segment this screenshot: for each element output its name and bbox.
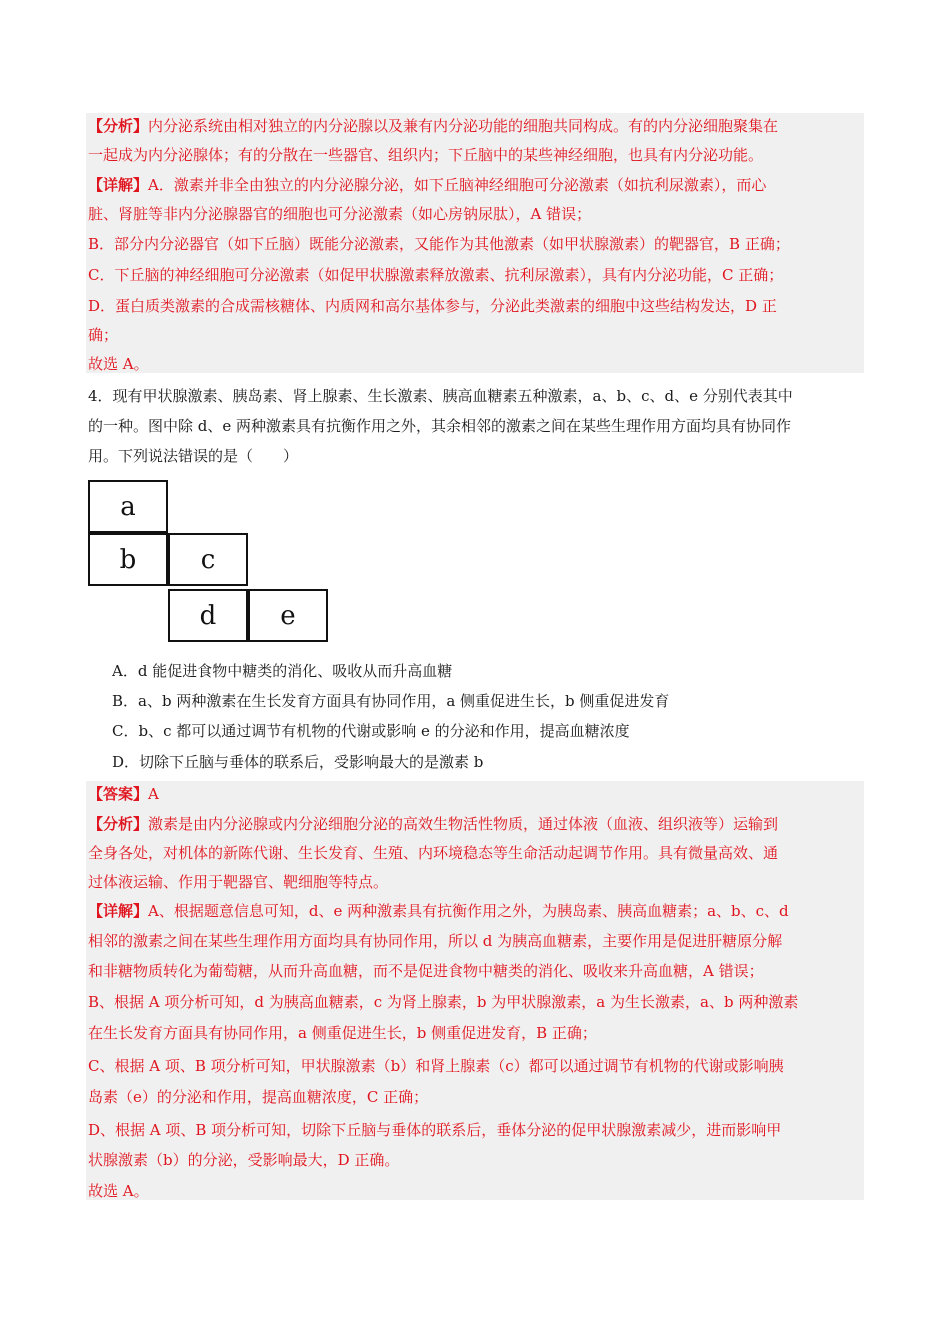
detail-line: 确； (88, 326, 119, 344)
analysis-line: 一起成为内分泌腺体；有的分散在一些器官、组织内；下丘脑中的某些神经细胞，也具有内分泌功能。 (88, 146, 764, 164)
conclusion-line: 故选 A。 (88, 1182, 149, 1200)
detail-line: C、根据 A 项、B 项分析可知，甲状腺激素（b）和肾上腺素（c）都可以通过调节有机物的代谢或影响胰 (88, 1057, 784, 1075)
cell-e: e (248, 589, 328, 642)
detail-line: 【详解】A．激素并非全由独立的内分泌腺分泌，如下丘脑神经细胞可分泌激素（如抗利尿激素），而心 (88, 176, 767, 194)
question-text: 用。下列说法错误的是（ ） (88, 447, 299, 465)
detail-line: C．下丘脑的神经细胞可分泌激素（如促甲状腺激素释放激素、抗利尿激素），具有内分泌功能，C 正确； (88, 266, 784, 284)
analysis-line: 过体液运输、作用于靶器官、靶细胞等特点。 (88, 873, 389, 891)
option-c: C．b、c 都可以通过调节有机物的代谢或影响 e 的分泌和作用，提高血糖浓度 (112, 722, 630, 740)
detail-line: 【详解】A、根据题意信息可知，d、e 两种激素具有抗衡作用之外，为胰岛素、胰高血糖素；a、b、c、d (88, 902, 789, 920)
analysis-line: 【分析】内分泌系统由相对独立的内分泌腺以及兼有内分泌功能的细胞共同构成。有的内分泌细胞聚集在 (88, 117, 779, 135)
detail-line: D、根据 A 项、B 项分析可知，切除下丘脑与垂体的联系后，垂体分泌的促甲状腺激素减少，进而影响甲 (88, 1121, 782, 1139)
option-a: A．d 能促进食物中糖类的消化、吸收从而升高血糖 (112, 662, 453, 680)
detail-line: 和非糖物质转化为葡萄糖，从而升高血糖，而不是促进食物中糖类的消化、吸收来升高血糖，A 错误； (88, 962, 764, 980)
analysis-line: 【分析】激素是由内分泌腺或内分泌细胞分泌的高效生物活性物质，通过体液（血液、组织液等）运输到 (88, 815, 779, 833)
cell-a: a (88, 480, 168, 533)
detail-line: 状腺激素（b）的分泌，受影响最大，D 正确。 (88, 1151, 400, 1169)
cell-b: b (88, 533, 168, 586)
question-text: 4．现有甲状腺激素、胰岛素、肾上腺素、生长激素、胰高血糖素五种激素，a、b、c、d、e 分别代表其中 (88, 387, 793, 405)
option-b: B．a、b 两种激素在生长发育方面具有协同作用，a 侧重促进生长，b 侧重促进发育 (112, 692, 670, 710)
detail-line: B、根据 A 项分析可知，d 为胰高血糖素，c 为肾上腺素，b 为甲状腺激素，a 为生长激素，a、b 两种激素 (88, 993, 799, 1011)
question-text: 的一种。图中除 d、e 两种激素具有抗衡作用之外，其余相邻的激素之间在某些生理作用方面均具有协同作 (88, 417, 792, 435)
detail-line: B．部分内分泌器官（如下丘脑）既能分泌激素，又能作为其他激素（如甲状腺激素）的靶器官，B 正确； (88, 235, 790, 253)
answer-line: 【答案】A (88, 785, 159, 803)
cell-c: c (168, 533, 248, 586)
detail-line: 岛素（e）的分泌和作用，提高血糖浓度，C 正确； (88, 1088, 429, 1106)
detail-line: D．蛋白质类激素的合成需核糖体、内质网和高尔基体参与，分泌此类激素的细胞中这些结构发达，D 正 (88, 297, 777, 315)
detail-line: 脏、肾脏等非内分泌腺器官的细胞也可分泌激素（如心房钠尿肽），A 错误； (88, 205, 592, 223)
conclusion-line: 故选 A。 (88, 355, 149, 373)
detail-line: 相邻的激素之间在某些生理作用方面均具有协同作用，所以 d 为胰高血糖素，主要作用是促进肝糖原分解 (88, 932, 783, 950)
analysis-line: 全身各处，对机体的新陈代谢、生长发育、生殖、内环境稳态等生命活动起调节作用。具有微量高效、通 (88, 844, 779, 862)
cell-d: d (168, 589, 248, 642)
option-d: D．切除下丘脑与垂体的联系后，受影响最大的是激素 b (112, 753, 484, 771)
detail-line: 在生长发育方面具有协同作用，a 侧重促进生长，b 侧重促进发育，B 正确； (88, 1024, 597, 1042)
